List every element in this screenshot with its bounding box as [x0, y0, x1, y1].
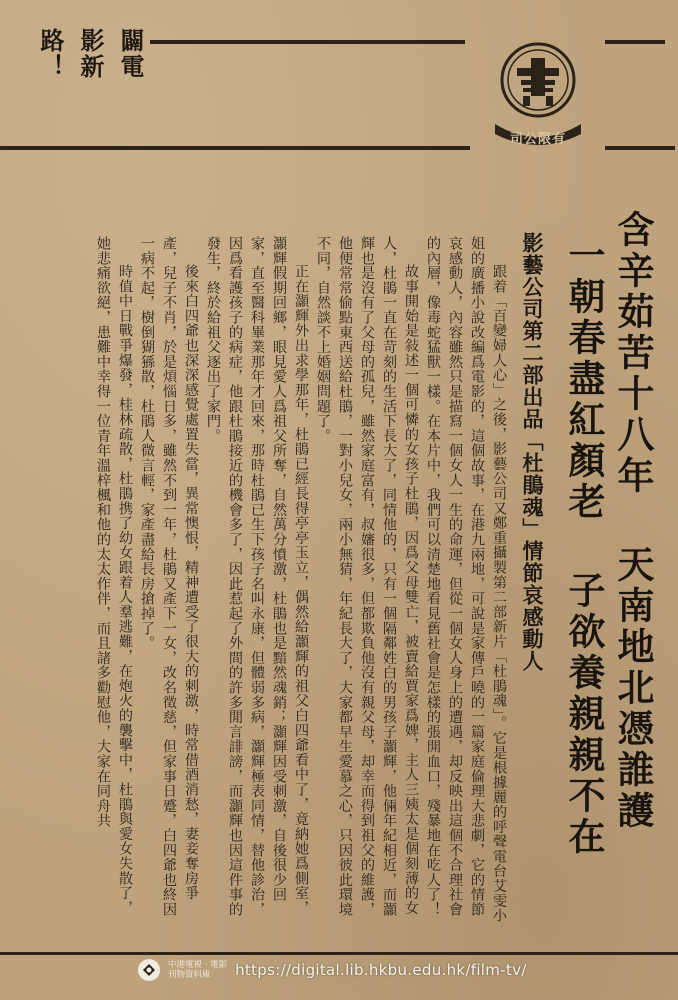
headline-line-1: 含辛茹苦十八年 天南地北憑誰護 — [611, 210, 655, 832]
body-paragraph-2: 故事開始是敍述一個可憐的女孩子杜鵑，因爲父母雙亡，被賣給賈家爲婢，主人三姨太是個刻薄的女人，杜鵑一直在苛刻的生活下長大了，同情他的，只有一個隔鄰姓白的男孩子灝輝，他倆年紀相近，而灝輝也是沒有了父母的孤兒，雖然家庭富有，叔嬸很多，但都欺負他沒有親父母，却幸而得到祖父的維護，他便常常偷點東西送給杜鵑，一對小兒女，兩小無猜，年紀長大了，大家都早生愛慕之心，只因彼此環境不同，自然談不上婚姻問題了。 — [315, 236, 419, 917]
body-paragraph-4: 後來白四爺也深深感覺處置失當，異常懊恨，精神遭受了很大的刺激，時常借酒消愁，妻妾奪房爭產，兒子不肖，於是煩惱日多，雖然不到一年，杜鵑又產下一女，改名徵慈，但家事日蹙，白四爺也終因一病不起，樹倒猢猻散，杜鵑人微言輕，家產盡給長房搶掉了。 — [139, 236, 199, 917]
top-rule-left — [150, 40, 465, 44]
slogan-column-1: 闢電 — [116, 28, 145, 80]
library-name — [168, 960, 227, 980]
library-name-line-2: 刊物資料庫 — [168, 970, 211, 980]
library-logo-icon — [138, 959, 160, 981]
body-paragraph-1: 跟着「百變婦人心」之後，影藝公司又鄭重攝製第二部新片「杜鵑魂」。它是根據麗的呼聲電台艾雯小姐的廣播小說改編爲電影的，這個故事，在港九兩地，可說是家傳戶曉的一篇家庭倫理大悲劇，它的情節哀感動人，內容雖然只是描寫一個女人一生的命運，但從一個女人身上的遭遇，却反映出這個不合理社會的內層，像毒蛇猛獸一樣。在本片中，我們可以清楚地看見舊社會是怎樣的張開血口，殘暴地在吃人了！ — [425, 236, 507, 924]
footer-watermark — [138, 955, 527, 985]
slogan-column-3: 路！ — [36, 28, 65, 80]
mid-rule-right — [605, 146, 675, 150]
body-paragraph-5: 時值中日戰爭爆發，桂林疏散，杜鵑携了幼女跟着人羣逃難，在炮火的襲擊中，杜鵑與愛女失散了，她悲痛欲絕，患難中幸得一位青年溫梓楓和他的太太作伴，而且諸多勸慰他，大家在同舟共 — [95, 236, 133, 916]
library-name-line-1: 中港電視 · 電影 — [168, 960, 228, 970]
headline-line-2: 一朝春盡紅顏老 子欲養親親不在 — [562, 236, 606, 858]
logo-caption: 司公限有 — [509, 132, 566, 147]
mid-rule-left — [0, 146, 470, 150]
source-url-link[interactable]: https://digital.lib.hkbu.edu.hk/film-tv/ — [235, 961, 527, 979]
subtitle: 影藝公司第二部出品「杜鵑魂」情節哀感動人 — [520, 232, 545, 672]
article-body — [40, 236, 510, 926]
body-paragraph-3: 正在灝輝外出求學那年，杜鵑已經長得亭亭玉立，偶然給灝輝的祖父白四爺看中了，竟納她爲側室，灝輝假期回鄉，眼見愛人爲祖父所奪，自然萬分憤激，杜鵑也是黯然魂銷；灝輝因受刺激，自後很少回家，直至醫科畢業那年才回來，那時杜鵑已生下孩子名叫永康，但體弱多病，灝輝極表同情，替他診治，因爲看護孩子的病症，他跟杜鵑接近的機會多了，因此惹起了外間的許多閒言誹謗，而灝輝也因這件事的發生，終於給祖父逐出了家門。 — [205, 236, 309, 917]
top-rule-right — [605, 40, 665, 44]
slogan-column-2: 影新 — [76, 28, 105, 80]
